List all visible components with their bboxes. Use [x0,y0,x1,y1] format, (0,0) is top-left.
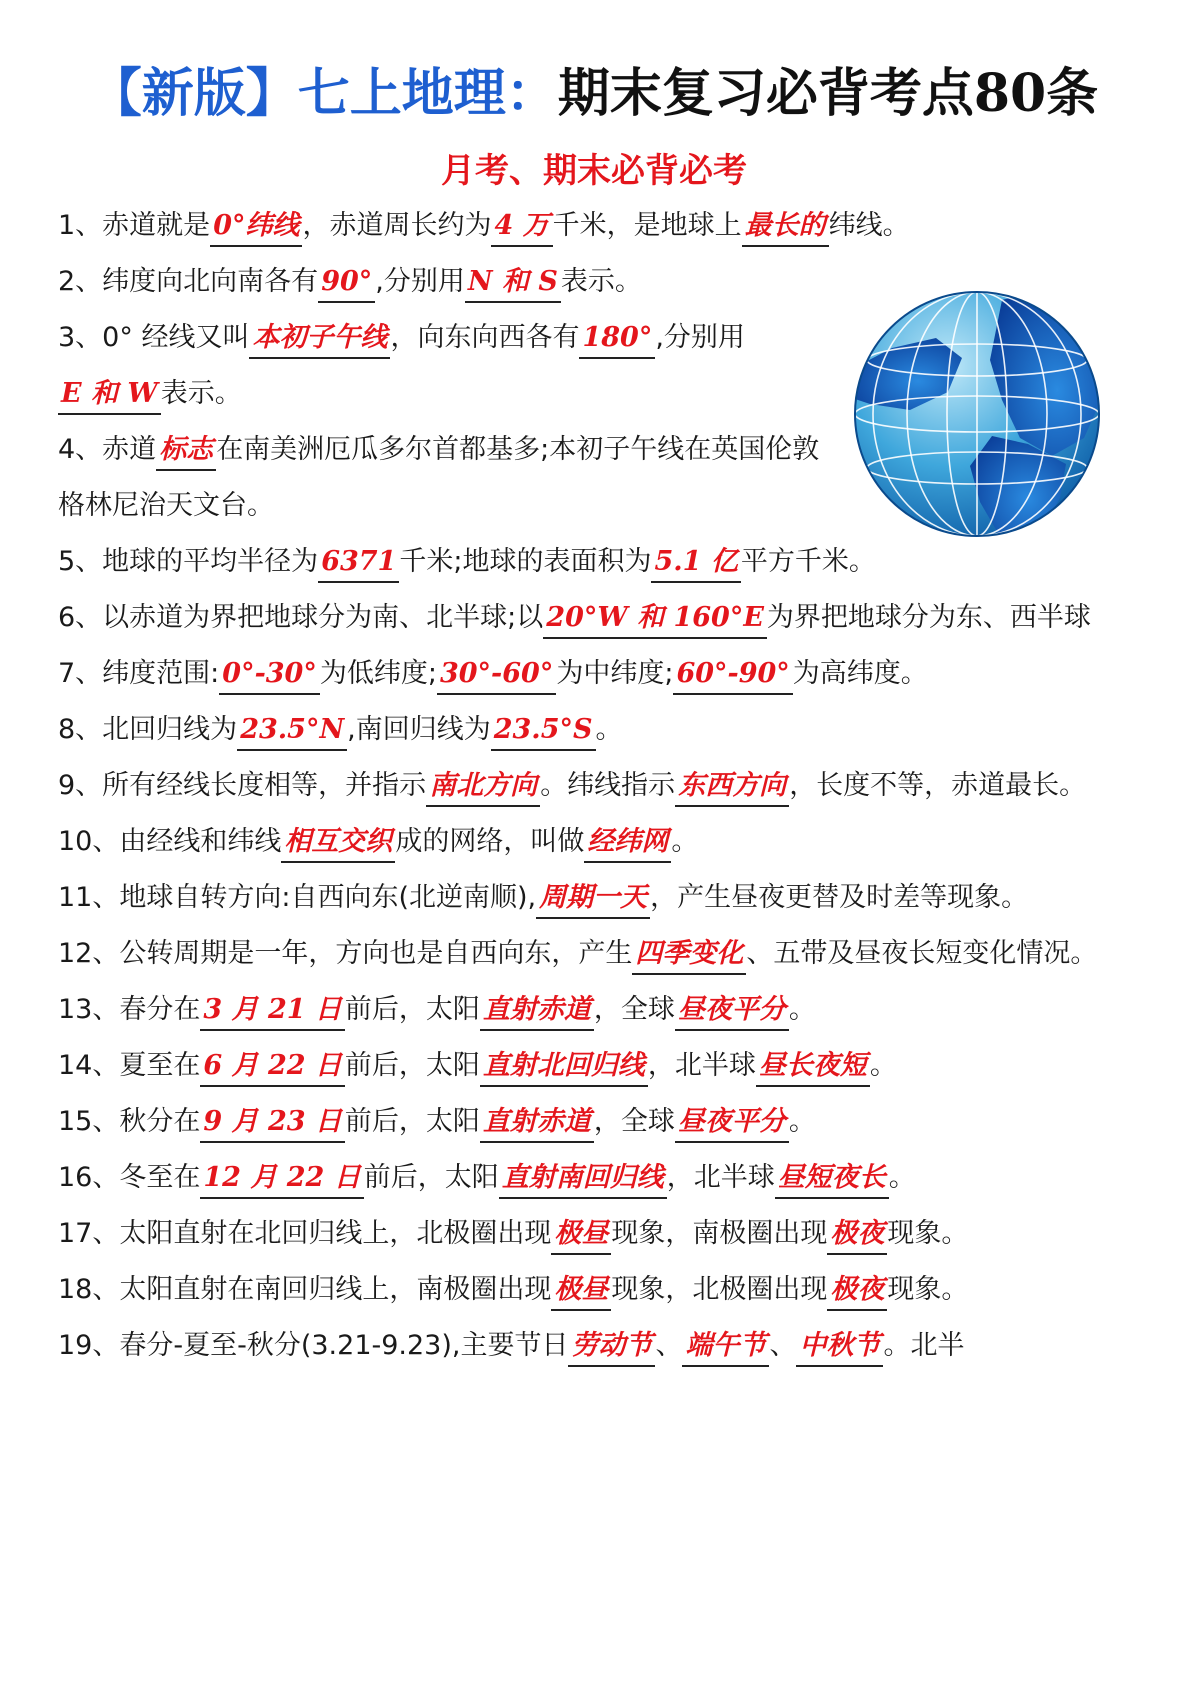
list-item [58,1262,1138,1318]
answer-blank: 6371 [318,543,399,583]
answer-blank: 23.5°N [237,711,347,751]
item-text: 纬线。 [828,210,910,241]
item-text: 10、由经线和纬线 [58,826,282,857]
item-text: ，北半球 [666,1162,775,1193]
item-text: 、 [769,1330,797,1361]
list-item [58,534,1138,590]
answer-blank: 90° [318,263,375,303]
answer-blank: 相互交织 [281,823,395,863]
list-item [58,1038,1138,1094]
item-text: 前后，太阳 [344,1106,480,1137]
answer-blank: 极夜 [827,1215,887,1255]
list-item [58,1150,1138,1206]
list-item [58,422,828,534]
answer-blank: 中秋节 [796,1327,883,1367]
item-text: 前后，太阳 [344,994,480,1025]
list-item [58,1206,1138,1262]
item-text: ，产生昼夜更替及时差等现象。 [650,882,1029,913]
item-text: 3、0° 经线又叫 [58,322,250,353]
item-text: 为中纬度; [556,658,674,689]
item-text: 现象，北极圈出现 [611,1274,828,1305]
item-text: 9、所有经线长度相等，并指示 [58,770,427,801]
item-text: 19、春分-夏至-秋分(3.21-9.23),主要节日 [58,1330,569,1361]
answer-blank: 四季变化 [632,935,746,975]
answer-blank: 9 月 23 日 [200,1103,345,1143]
answer-blank: 6 月 22 日 [200,1047,345,1087]
item-text: 成的网络，叫做 [395,826,585,857]
answer-blank: 直射北回归线 [480,1047,648,1087]
answer-blank: 12 月 22 日 [200,1159,363,1199]
answer-blank: 180° [579,319,655,359]
item-text: 5、地球的平均半径为 [58,546,319,577]
page-title [0,56,1188,132]
list-item [58,198,1138,254]
item-text: ，全球 [593,1106,675,1137]
list-item [58,310,828,422]
title-main: 期末复习必背考点80条 [557,63,1099,124]
item-text: 现象。 [887,1274,969,1305]
answer-blank: N 和 S [465,263,561,303]
answer-blank: 极昼 [551,1271,611,1311]
answer-blank: 南北方向 [426,767,540,807]
item-text: 为界把地球分为东、西半球 [766,602,1091,633]
item-text: 7、纬度范围: [58,658,220,689]
item-text: ,南回归线为 [347,714,491,745]
item-text: 千米;地球的表面积为 [399,546,652,577]
item-text: ,分别用 [655,322,745,353]
answer-blank: 0°-30° [219,655,320,695]
item-text: ，向东向西各有 [390,322,580,353]
answer-blank: 昼短夜长 [775,1159,889,1199]
answer-blank: 昼夜平分 [675,1103,789,1143]
item-text: 。 [869,1050,897,1081]
answer-blank: 23.5°S [491,711,596,751]
item-text: 12、公转周期是一年，方向也是自西向东，产生 [58,938,633,969]
answer-blank: 本初子午线 [249,319,390,359]
item-text: 表示。 [160,378,242,409]
page-subtitle: 月考、期末必背必考 [441,151,747,191]
list-item [58,702,1138,758]
answer-blank: 0°纬线 [210,207,302,247]
item-text: 14、夏至在 [58,1050,201,1081]
answer-blank: 经纬网 [584,823,671,863]
item-text: 17、太阳直射在北回归线上，北极圈出现 [58,1218,552,1249]
item-text: 现象。 [887,1218,969,1249]
answer-blank: 30°-60° [437,655,556,695]
list-item [58,814,1138,870]
item-text: 。 [788,994,816,1025]
item-text: ,分别用 [375,266,465,297]
answer-blank: 昼长夜短 [756,1047,870,1087]
item-text: 。 [788,1106,816,1137]
item-text: 。纬线指示 [540,770,676,801]
answer-blank: 标志 [156,431,216,471]
item-text: 。北半 [883,1330,965,1361]
answer-blank: 20°W 和 160°E [543,599,767,639]
item-text: 1、赤道就是 [58,210,211,241]
item-text: 15、秋分在 [58,1106,201,1137]
item-text: ，全球 [593,994,675,1025]
item-text: 16、冬至在 [58,1162,201,1193]
list-item [58,590,1138,646]
item-text: 前后，太阳 [344,1050,480,1081]
item-text: 。 [671,826,699,857]
answer-blank: E 和 W [58,375,161,415]
item-text: ，北半球 [647,1050,756,1081]
list-item [58,926,1138,982]
answer-blank: 4 万 [491,207,552,247]
list-item [58,758,1138,814]
title-prefix: 【新版】七上地理： [89,63,558,124]
list-item [58,1094,1138,1150]
answer-blank: 5.1 亿 [651,543,740,583]
item-text: 在南美洲厄瓜多尔首都基多;本初子午线在英国伦敦格林尼治天文台。 [58,434,820,521]
item-text: 现象，南极圈出现 [611,1218,828,1249]
answer-blank: 最长的 [742,207,829,247]
item-text: 为高纬度。 [792,658,928,689]
answer-blank: 劳动节 [568,1327,655,1367]
globe-icon [852,288,1102,540]
item-text: 8、北回归线为 [58,714,238,745]
item-text: 2、纬度向北向南各有 [58,266,319,297]
item-text: 平方千米。 [740,546,876,577]
answer-blank: 3 月 21 日 [200,991,345,1031]
item-text: 为低纬度; [319,658,437,689]
list-item [58,870,1138,926]
item-text: 18、太阳直射在南回归线上，南极圈出现 [58,1274,552,1305]
answer-blank: 极夜 [827,1271,887,1311]
answer-blank: 直射赤道 [480,1103,594,1143]
item-text: 表示。 [560,266,642,297]
item-text: 6、以赤道为界把地球分为南、北半球;以 [58,602,544,633]
item-text: 11、地球自转方向:自西向东(北逆南顺), [58,882,537,913]
list-item [58,982,1138,1038]
item-text: 4、赤道 [58,434,157,465]
answer-blank: 昼夜平分 [675,991,789,1031]
list-item [58,646,1138,702]
item-text: ，长度不等，赤道最长。 [789,770,1087,801]
item-text: ，赤道周长约为 [302,210,492,241]
answer-blank: 端午节 [682,1327,769,1367]
item-text: 前后，太阳 [363,1162,499,1193]
answer-blank: 直射南回归线 [499,1159,667,1199]
item-text: 。 [595,714,623,745]
item-text: 。 [888,1162,916,1193]
item-text: 、 [655,1330,683,1361]
list-item [58,1318,1138,1374]
answer-blank: 极昼 [551,1215,611,1255]
item-text: 、五带及昼夜长短变化情况。 [746,938,1098,969]
answer-blank: 60°-90° [673,655,792,695]
item-text: 千米，是地球上 [552,210,742,241]
answer-blank: 直射赤道 [480,991,594,1031]
answer-blank: 东西方向 [675,767,789,807]
item-text: 13、春分在 [58,994,201,1025]
answer-blank: 周期一天 [536,879,650,919]
